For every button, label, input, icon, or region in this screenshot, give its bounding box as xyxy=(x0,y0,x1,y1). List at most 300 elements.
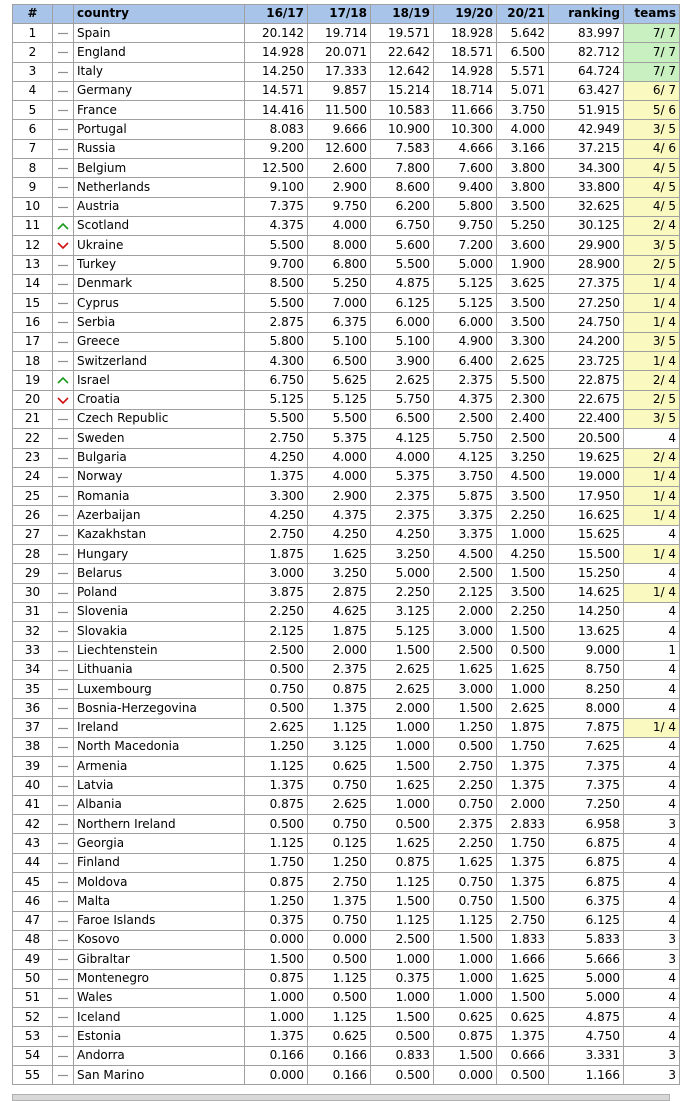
season-16-17-cell: 7.375 xyxy=(245,197,308,216)
season-20-21-cell: 1.900 xyxy=(497,255,549,274)
country-name-cell: Russia xyxy=(74,139,245,158)
season-18-19-cell: 3.250 xyxy=(371,545,434,564)
trend-cell xyxy=(53,564,74,583)
season-17-18-cell: 1.125 xyxy=(308,1008,371,1027)
table-row xyxy=(13,718,680,737)
table-row xyxy=(13,911,680,930)
season-16-17-cell: 9.200 xyxy=(245,139,308,158)
trend-cell xyxy=(53,216,74,235)
trend-cell xyxy=(53,81,74,100)
season-20-21-cell: 3.500 xyxy=(497,313,549,332)
table-row xyxy=(13,1027,680,1046)
trend-cell xyxy=(53,641,74,660)
trend-down-icon xyxy=(56,395,70,405)
teams-cell: 4 xyxy=(624,660,680,679)
ranking-points-cell: 24.200 xyxy=(549,332,624,351)
table-row xyxy=(13,274,680,293)
season-18-19-cell: 4.125 xyxy=(371,429,434,448)
rank-number-cell: 8 xyxy=(13,159,53,178)
season-17-18-cell: 2.900 xyxy=(308,487,371,506)
season-20-21-cell: 3.250 xyxy=(497,448,549,467)
trend-up-icon xyxy=(56,221,70,231)
season-16-17-cell: 0.000 xyxy=(245,1066,308,1085)
teams-cell: 4 xyxy=(624,969,680,988)
season-16-17-cell: 2.750 xyxy=(245,429,308,448)
table-row xyxy=(13,43,680,62)
ranking-points-cell: 22.875 xyxy=(549,371,624,390)
season-20-21-cell: 3.500 xyxy=(497,487,549,506)
trend-cell xyxy=(53,352,74,371)
rank-number-cell: 37 xyxy=(13,718,53,737)
ranking-points-cell: 5.000 xyxy=(549,988,624,1007)
season-16-17-cell: 5.500 xyxy=(245,236,308,255)
ranking-points-cell: 29.900 xyxy=(549,236,624,255)
header-season-17-18[interactable]: 17/18 xyxy=(308,5,371,24)
season-19-20-cell: 5.125 xyxy=(434,294,497,313)
ranking-points-cell: 9.000 xyxy=(549,641,624,660)
table-row xyxy=(13,487,680,506)
season-18-19-cell: 5.125 xyxy=(371,622,434,641)
ranking-points-cell: 16.625 xyxy=(549,506,624,525)
season-19-20-cell: 18.571 xyxy=(434,43,497,62)
season-18-19-cell: 0.500 xyxy=(371,1027,434,1046)
country-name-cell: Spain xyxy=(74,24,245,43)
season-19-20-cell: 0.625 xyxy=(434,1008,497,1027)
season-20-21-cell: 2.400 xyxy=(497,409,549,428)
country-name-cell: Portugal xyxy=(74,120,245,139)
season-20-21-cell: 1.500 xyxy=(497,892,549,911)
season-18-19-cell: 2.625 xyxy=(371,371,434,390)
trend-cell xyxy=(53,197,74,216)
rank-number-cell: 43 xyxy=(13,834,53,853)
trend-cell xyxy=(53,1066,74,1085)
trend-unchanged-icon xyxy=(56,819,70,829)
season-16-17-cell: 2.500 xyxy=(245,641,308,660)
table-row xyxy=(13,757,680,776)
rank-number-cell: 9 xyxy=(13,178,53,197)
ranking-points-cell: 28.900 xyxy=(549,255,624,274)
trend-unchanged-icon xyxy=(56,202,70,212)
table-row xyxy=(13,101,680,120)
season-17-18-cell: 5.250 xyxy=(308,274,371,293)
table-row xyxy=(13,197,680,216)
season-16-17-cell: 0.750 xyxy=(245,680,308,699)
trend-unchanged-icon xyxy=(56,877,70,887)
season-18-19-cell: 1.125 xyxy=(371,911,434,930)
season-16-17-cell: 1.375 xyxy=(245,1027,308,1046)
rank-number-cell: 25 xyxy=(13,487,53,506)
ranking-points-cell: 7.375 xyxy=(549,776,624,795)
season-16-17-cell: 0.166 xyxy=(245,1046,308,1065)
rank-number-cell: 39 xyxy=(13,757,53,776)
season-20-21-cell: 5.571 xyxy=(497,62,549,81)
table-row xyxy=(13,660,680,679)
season-18-19-cell: 2.625 xyxy=(371,680,434,699)
teams-cell: 7/ 7 xyxy=(624,62,680,81)
season-20-21-cell: 3.750 xyxy=(497,101,549,120)
season-19-20-cell: 4.900 xyxy=(434,332,497,351)
season-18-19-cell: 10.583 xyxy=(371,101,434,120)
teams-cell: 2/ 4 xyxy=(624,371,680,390)
season-16-17-cell: 12.500 xyxy=(245,159,308,178)
season-18-19-cell: 1.625 xyxy=(371,776,434,795)
table-row xyxy=(13,159,680,178)
ranking-points-cell: 63.427 xyxy=(549,81,624,100)
season-18-19-cell: 2.625 xyxy=(371,660,434,679)
trend-cell xyxy=(53,101,74,120)
season-17-18-cell: 2.625 xyxy=(308,795,371,814)
season-16-17-cell: 20.142 xyxy=(245,24,308,43)
season-16-17-cell: 1.125 xyxy=(245,757,308,776)
ranking-points-cell: 1.166 xyxy=(549,1066,624,1085)
season-16-17-cell: 1.375 xyxy=(245,776,308,795)
season-18-19-cell: 1.500 xyxy=(371,892,434,911)
header-season-19-20[interactable]: 19/20 xyxy=(434,5,497,24)
horizontal-scrollbar[interactable] xyxy=(12,1094,670,1101)
season-16-17-cell: 1.000 xyxy=(245,1008,308,1027)
country-name-cell: Cyprus xyxy=(74,294,245,313)
rank-number-cell: 24 xyxy=(13,467,53,486)
season-19-20-cell: 10.300 xyxy=(434,120,497,139)
season-16-17-cell: 8.500 xyxy=(245,274,308,293)
trend-cell xyxy=(53,139,74,158)
table-row xyxy=(13,892,680,911)
season-16-17-cell: 0.500 xyxy=(245,660,308,679)
season-18-19-cell: 1.500 xyxy=(371,1008,434,1027)
trend-cell xyxy=(53,969,74,988)
country-name-cell: Georgia xyxy=(74,834,245,853)
season-17-18-cell: 6.375 xyxy=(308,313,371,332)
season-20-21-cell: 1.666 xyxy=(497,950,549,969)
rank-number-cell: 4 xyxy=(13,81,53,100)
season-18-19-cell: 0.833 xyxy=(371,1046,434,1065)
season-19-20-cell: 1.625 xyxy=(434,660,497,679)
teams-cell: 3 xyxy=(624,1066,680,1085)
trend-cell xyxy=(53,660,74,679)
trend-cell xyxy=(53,332,74,351)
trend-cell xyxy=(53,873,74,892)
season-19-20-cell: 6.000 xyxy=(434,313,497,332)
trend-unchanged-icon xyxy=(56,761,70,771)
season-19-20-cell: 2.500 xyxy=(434,409,497,428)
teams-cell: 3/ 5 xyxy=(624,409,680,428)
season-19-20-cell: 3.375 xyxy=(434,506,497,525)
rank-number-cell: 5 xyxy=(13,101,53,120)
trend-unchanged-icon xyxy=(56,896,70,906)
trend-cell xyxy=(53,409,74,428)
teams-cell: 6/ 7 xyxy=(624,81,680,100)
ranking-points-cell: 27.250 xyxy=(549,294,624,313)
season-17-18-cell: 0.875 xyxy=(308,680,371,699)
trend-cell xyxy=(53,602,74,621)
season-20-21-cell: 1.375 xyxy=(497,873,549,892)
table-row xyxy=(13,873,680,892)
rank-number-cell: 12 xyxy=(13,236,53,255)
header-teams[interactable]: teams xyxy=(624,5,680,24)
season-20-21-cell: 3.300 xyxy=(497,332,549,351)
ranking-points-cell: 51.915 xyxy=(549,101,624,120)
season-17-18-cell: 1.250 xyxy=(308,853,371,872)
season-19-20-cell: 2.250 xyxy=(434,834,497,853)
table-row xyxy=(13,525,680,544)
teams-cell: 4 xyxy=(624,525,680,544)
ranking-points-cell: 33.800 xyxy=(549,178,624,197)
season-17-18-cell: 0.625 xyxy=(308,1027,371,1046)
ranking-points-cell: 7.625 xyxy=(549,737,624,756)
ranking-points-cell: 7.250 xyxy=(549,795,624,814)
season-19-20-cell: 0.000 xyxy=(434,1066,497,1085)
ranking-points-cell: 30.125 xyxy=(549,216,624,235)
teams-cell: 1/ 4 xyxy=(624,718,680,737)
ranking-points-cell: 6.958 xyxy=(549,815,624,834)
season-16-17-cell: 1.250 xyxy=(245,892,308,911)
season-18-19-cell: 2.375 xyxy=(371,506,434,525)
trend-cell xyxy=(53,178,74,197)
country-name-cell: Slovakia xyxy=(74,622,245,641)
country-name-cell: Hungary xyxy=(74,545,245,564)
trend-unchanged-icon xyxy=(56,838,70,848)
rank-number-cell: 49 xyxy=(13,950,53,969)
season-17-18-cell: 12.600 xyxy=(308,139,371,158)
season-20-21-cell: 1.375 xyxy=(497,1027,549,1046)
teams-cell: 1/ 4 xyxy=(624,313,680,332)
season-16-17-cell: 14.416 xyxy=(245,101,308,120)
teams-cell: 3 xyxy=(624,1046,680,1065)
season-19-20-cell: 1.250 xyxy=(434,718,497,737)
season-19-20-cell: 3.750 xyxy=(434,467,497,486)
country-name-cell: Finland xyxy=(74,853,245,872)
trend-unchanged-icon xyxy=(56,858,70,868)
season-18-19-cell: 6.200 xyxy=(371,197,434,216)
ranking-points-cell: 23.725 xyxy=(549,352,624,371)
table-row xyxy=(13,352,680,371)
ranking-points-cell: 6.375 xyxy=(549,892,624,911)
season-17-18-cell: 1.125 xyxy=(308,718,371,737)
table-row xyxy=(13,737,680,756)
season-17-18-cell: 5.625 xyxy=(308,371,371,390)
season-20-21-cell: 2.500 xyxy=(497,429,549,448)
country-name-cell: Poland xyxy=(74,583,245,602)
trend-cell xyxy=(53,834,74,853)
country-name-cell: Denmark xyxy=(74,274,245,293)
country-name-cell: Latvia xyxy=(74,776,245,795)
teams-cell: 1/ 4 xyxy=(624,487,680,506)
season-16-17-cell: 1.500 xyxy=(245,950,308,969)
country-name-cell: France xyxy=(74,101,245,120)
rank-number-cell: 34 xyxy=(13,660,53,679)
header-ranking[interactable]: ranking xyxy=(549,5,624,24)
table-row xyxy=(13,815,680,834)
ranking-points-cell: 82.712 xyxy=(549,43,624,62)
trend-cell xyxy=(53,236,74,255)
ranking-points-cell: 15.625 xyxy=(549,525,624,544)
season-16-17-cell: 0.875 xyxy=(245,795,308,814)
season-18-19-cell: 3.125 xyxy=(371,602,434,621)
season-18-19-cell: 0.500 xyxy=(371,815,434,834)
season-18-19-cell: 7.583 xyxy=(371,139,434,158)
season-17-18-cell: 6.500 xyxy=(308,352,371,371)
season-17-18-cell: 0.500 xyxy=(308,950,371,969)
header-country[interactable]: country xyxy=(74,5,245,24)
trend-cell xyxy=(53,853,74,872)
teams-cell: 2/ 5 xyxy=(624,255,680,274)
season-16-17-cell: 5.500 xyxy=(245,409,308,428)
rank-number-cell: 42 xyxy=(13,815,53,834)
table-row xyxy=(13,178,680,197)
rank-number-cell: 16 xyxy=(13,313,53,332)
season-16-17-cell: 2.125 xyxy=(245,622,308,641)
rank-number-cell: 17 xyxy=(13,332,53,351)
season-20-21-cell: 1.875 xyxy=(497,718,549,737)
trend-unchanged-icon xyxy=(56,530,70,540)
country-name-cell: Kazakhstan xyxy=(74,525,245,544)
trend-unchanged-icon xyxy=(56,800,70,810)
season-17-18-cell: 19.714 xyxy=(308,24,371,43)
country-name-cell: Montenegro xyxy=(74,969,245,988)
trend-unchanged-icon xyxy=(56,491,70,501)
trend-unchanged-icon xyxy=(56,163,70,173)
header-rank-number[interactable]: # xyxy=(13,5,53,24)
table-row xyxy=(13,988,680,1007)
season-17-18-cell: 1.375 xyxy=(308,699,371,718)
trend-unchanged-icon xyxy=(56,67,70,77)
teams-cell: 2/ 4 xyxy=(624,216,680,235)
trend-unchanged-icon xyxy=(56,356,70,366)
season-20-21-cell: 1.750 xyxy=(497,834,549,853)
season-18-19-cell: 10.900 xyxy=(371,120,434,139)
season-18-19-cell: 6.125 xyxy=(371,294,434,313)
season-18-19-cell: 5.600 xyxy=(371,236,434,255)
teams-cell: 4 xyxy=(624,988,680,1007)
table-row xyxy=(13,448,680,467)
rank-number-cell: 45 xyxy=(13,873,53,892)
trend-unchanged-icon xyxy=(56,472,70,482)
season-18-19-cell: 2.375 xyxy=(371,487,434,506)
season-16-17-cell: 1.875 xyxy=(245,545,308,564)
season-17-18-cell: 0.500 xyxy=(308,988,371,1007)
trend-cell xyxy=(53,525,74,544)
season-16-17-cell: 0.875 xyxy=(245,969,308,988)
ranking-points-cell: 5.833 xyxy=(549,930,624,949)
trend-unchanged-icon xyxy=(56,703,70,713)
trend-cell xyxy=(53,776,74,795)
country-name-cell: Gibraltar xyxy=(74,950,245,969)
ranking-points-cell: 19.000 xyxy=(549,467,624,486)
teams-cell: 1/ 4 xyxy=(624,274,680,293)
trend-down-icon xyxy=(56,240,70,250)
season-20-21-cell: 5.250 xyxy=(497,216,549,235)
ranking-points-cell: 4.875 xyxy=(549,1008,624,1027)
season-20-21-cell: 3.500 xyxy=(497,197,549,216)
season-17-18-cell: 2.900 xyxy=(308,178,371,197)
season-18-19-cell: 5.000 xyxy=(371,564,434,583)
header-season-18-19[interactable]: 18/19 xyxy=(371,5,434,24)
season-17-18-cell: 3.125 xyxy=(308,737,371,756)
season-18-19-cell: 5.500 xyxy=(371,255,434,274)
season-18-19-cell: 5.375 xyxy=(371,467,434,486)
country-name-cell: Belarus xyxy=(74,564,245,583)
trend-unchanged-icon xyxy=(56,182,70,192)
season-20-21-cell: 1.000 xyxy=(497,525,549,544)
season-19-20-cell: 0.500 xyxy=(434,737,497,756)
season-16-17-cell: 4.300 xyxy=(245,352,308,371)
header-season-16-17[interactable]: 16/17 xyxy=(245,5,308,24)
ranking-points-cell: 19.625 xyxy=(549,448,624,467)
header-season-20-21[interactable]: 20/21 xyxy=(497,5,549,24)
season-17-18-cell: 2.750 xyxy=(308,873,371,892)
ranking-points-cell: 32.625 xyxy=(549,197,624,216)
season-19-20-cell: 14.928 xyxy=(434,62,497,81)
rank-number-cell: 54 xyxy=(13,1046,53,1065)
season-16-17-cell: 0.500 xyxy=(245,699,308,718)
trend-cell xyxy=(53,930,74,949)
rank-number-cell: 1 xyxy=(13,24,53,43)
country-name-cell: Wales xyxy=(74,988,245,1007)
ranking-points-cell: 27.375 xyxy=(549,274,624,293)
rank-number-cell: 50 xyxy=(13,969,53,988)
teams-cell: 4 xyxy=(624,795,680,814)
season-18-19-cell: 2.500 xyxy=(371,930,434,949)
season-16-17-cell: 1.000 xyxy=(245,988,308,1007)
country-name-cell: Estonia xyxy=(74,1027,245,1046)
season-19-20-cell: 0.750 xyxy=(434,795,497,814)
season-16-17-cell: 0.375 xyxy=(245,911,308,930)
season-19-20-cell: 0.875 xyxy=(434,1027,497,1046)
trend-cell xyxy=(53,390,74,409)
season-19-20-cell: 1.500 xyxy=(434,699,497,718)
teams-cell: 4 xyxy=(624,1027,680,1046)
country-name-cell: Ireland xyxy=(74,718,245,737)
teams-cell: 1/ 4 xyxy=(624,467,680,486)
season-19-20-cell: 2.375 xyxy=(434,371,497,390)
season-16-17-cell: 9.100 xyxy=(245,178,308,197)
rank-number-cell: 53 xyxy=(13,1027,53,1046)
season-17-18-cell: 7.000 xyxy=(308,294,371,313)
season-16-17-cell: 3.000 xyxy=(245,564,308,583)
rank-number-cell: 15 xyxy=(13,294,53,313)
country-name-cell: Bosnia-Herzegovina xyxy=(74,699,245,718)
season-18-19-cell: 15.214 xyxy=(371,81,434,100)
country-name-cell: Greece xyxy=(74,332,245,351)
rank-number-cell: 29 xyxy=(13,564,53,583)
rank-number-cell: 41 xyxy=(13,795,53,814)
trend-unchanged-icon xyxy=(56,723,70,733)
season-19-20-cell: 2.250 xyxy=(434,776,497,795)
teams-cell: 4 xyxy=(624,429,680,448)
season-17-18-cell: 4.625 xyxy=(308,602,371,621)
season-20-21-cell: 2.833 xyxy=(497,815,549,834)
trend-unchanged-icon xyxy=(56,86,70,96)
table-row xyxy=(13,409,680,428)
season-16-17-cell: 9.700 xyxy=(245,255,308,274)
country-name-cell: Liechtenstein xyxy=(74,641,245,660)
country-name-cell: England xyxy=(74,43,245,62)
table-row xyxy=(13,390,680,409)
teams-cell: 1/ 4 xyxy=(624,506,680,525)
teams-cell: 1/ 4 xyxy=(624,545,680,564)
trend-cell xyxy=(53,545,74,564)
trend-unchanged-icon xyxy=(56,453,70,463)
season-18-19-cell: 1.000 xyxy=(371,795,434,814)
teams-cell: 4/ 5 xyxy=(624,178,680,197)
trend-cell xyxy=(53,1027,74,1046)
season-17-18-cell: 17.333 xyxy=(308,62,371,81)
table-row xyxy=(13,545,680,564)
season-19-20-cell: 1.125 xyxy=(434,911,497,930)
trend-cell xyxy=(53,718,74,737)
trend-unchanged-icon xyxy=(56,1051,70,1061)
season-20-21-cell: 2.300 xyxy=(497,390,549,409)
